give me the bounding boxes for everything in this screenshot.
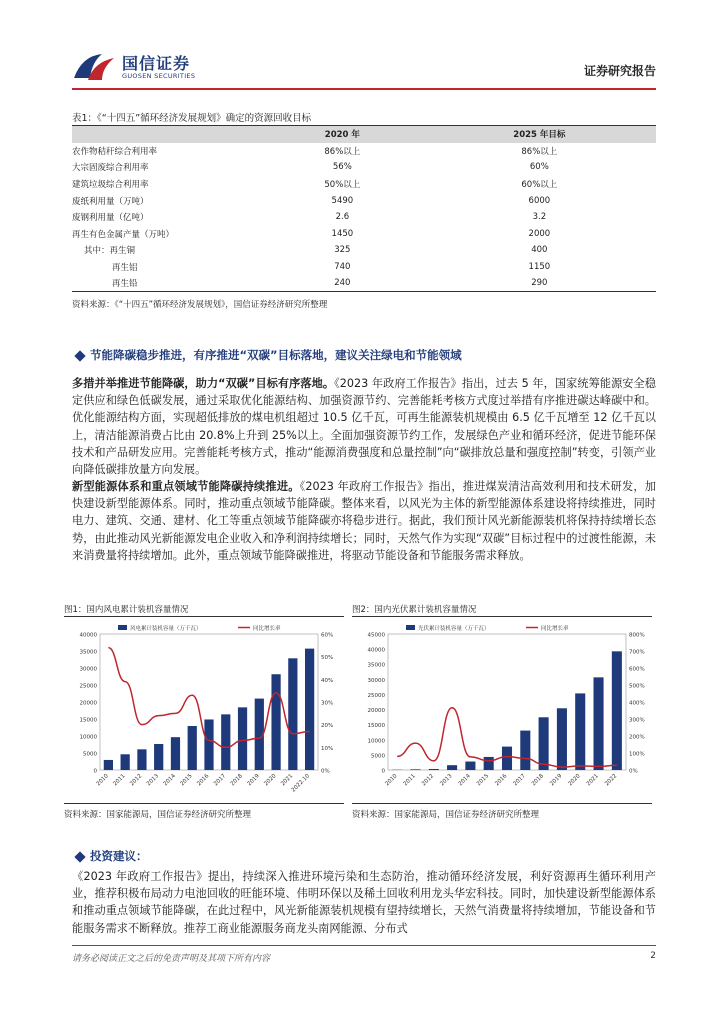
legend-bar-label: 光伏累计装机容量（万千瓦） (418, 626, 490, 632)
section-title: 节能降碳稳步推进，有序推进“双碳”目标落地，建议关注绿电和节能领域 (90, 348, 462, 362)
bar (305, 649, 314, 770)
bar (429, 769, 439, 770)
x-tick-label: 2016 (196, 773, 211, 788)
y-left-tick-label: 20000 (79, 700, 97, 707)
figure-2-rule (352, 616, 652, 617)
bar (288, 658, 297, 770)
y-left-tick-label: 30000 (79, 666, 97, 673)
row-label: 农作物秸秆综合利用率 (72, 146, 158, 157)
figure-2-title: 图2：国内光伏累计装机容量情况 (352, 605, 477, 615)
value-2020: 240 (262, 275, 423, 292)
value-2025: 6000 (528, 195, 551, 206)
bar (238, 707, 247, 770)
x-tick-label: 2012 (129, 773, 144, 788)
row-label: 再生铅 (72, 275, 262, 292)
x-tick-label: 2013 (439, 773, 454, 788)
table-row (72, 176, 656, 193)
paragraph-body: 《2023 年政府工作报告》指出，过去 5 年，国家统筹能源安全稳定供应和绿色低碳发展，通过采取优化能源结构、加强资源节约、完善能耗考核方式度过举措有序推进碳达峰碳中和。优化能源结构方面，实现超低排放的煤电机组超过 10.5 亿千瓦，可再生能源装机规模由 6.5 亿千瓦增至 12 亿千瓦以上，清洁能源消费占比由 20.8%上升到 25%以上。全面加强资源节约工作，发展绿色产业和循环经济，促进节能环保技术和产品研发应用。完善能耗考核方式，推动“能源消费强度和总量控制”向“碳排放总量和强度控制”转变，引领产业向降低碳排放量方向发展。 (72, 377, 656, 477)
value-2025: 1150 (528, 261, 551, 272)
y-right-tick-label: 700% (629, 649, 645, 656)
y-left-tick-label: 5000 (371, 753, 385, 760)
table-header-row (72, 126, 656, 143)
wind-capacity-chart (64, 620, 344, 800)
value-2020: 56% (332, 162, 352, 173)
table-row (72, 192, 656, 209)
y-right-tick-label: 50% (321, 655, 334, 662)
bar (121, 754, 130, 770)
y-left-tick-label: 0 (381, 768, 385, 775)
x-tick-label: 2021 (585, 773, 600, 788)
bar (502, 747, 512, 770)
y-right-tick-label: 40% (321, 677, 334, 684)
logo-text-cn: 国信证券 (122, 54, 191, 73)
section-bullet-icon (74, 350, 85, 361)
y-left-tick-label: 15000 (367, 723, 385, 730)
y-right-tick-label: 800% (629, 632, 645, 639)
bar (484, 757, 494, 770)
y-right-tick-label: 20% (321, 723, 334, 730)
x-tick-label: 2014 (457, 773, 472, 788)
table-row (72, 259, 656, 276)
bar (154, 744, 163, 770)
x-tick-label: 2020 (263, 773, 278, 788)
paragraph-1 (72, 375, 656, 478)
paragraph-lead: 多措并举推进节能降碳，助力“双碳”目标有序落地。 (72, 377, 335, 390)
legend-line-label: 同比增长率 (253, 626, 281, 632)
y-left-tick-label: 25000 (367, 692, 385, 699)
y-right-tick-label: 30% (321, 700, 334, 707)
report-type-label: 证券研究报告 (583, 64, 656, 78)
x-tick-label: 2012 (421, 773, 436, 788)
x-tick-label: 2018 (229, 773, 244, 788)
x-tick-label: 2018 (530, 773, 546, 788)
logo-text-en: GUOSEN SECURITIES (122, 72, 196, 80)
table-row (72, 275, 656, 292)
table-title: 表1：《“十四五”循环经济发展规划》确定的资源回收目标 (72, 113, 312, 124)
x-tick-label: 2021 (280, 773, 295, 788)
bar (575, 693, 585, 770)
y-left-tick-label: 40000 (367, 647, 385, 654)
y-right-tick-label: 60% (321, 632, 334, 639)
row-label: 建筑垃圾综合利用率 (72, 179, 149, 190)
value-2025: 290 (423, 275, 656, 292)
figure-1-bottom-rule (64, 803, 344, 804)
x-tick-label: 2014 (162, 773, 177, 788)
bar (221, 714, 230, 770)
table-header-cell (72, 126, 262, 143)
bar (410, 769, 420, 770)
footer-divider (72, 945, 656, 946)
bar (104, 760, 113, 770)
bar (271, 674, 280, 770)
y-right-tick-label: 400% (629, 700, 645, 707)
x-tick-label: 2016 (494, 773, 509, 788)
investment-paragraph: 《2023 年政府工作报告》提出，持续深入推进环境污染和生态防治，推动循环经济发展，利好资源再生循环利用产业，推荐积极布局动力电池回收的旺能环境、伟明环保以及稀土回收利用龙头华宏科技。同时，加快建设新型能源体系和推动重点领域节能降碳，在此过程中，风光新能源装机规模有望持续增长，天然气消费量将持续增加，节能设备和节能服务需求不断释放。推荐工商业能源服务商龙头南网能源、分布式 (72, 870, 656, 935)
table-row (72, 159, 656, 176)
section-title: 投资建议： (90, 849, 148, 863)
value-2025: 86%以上 (521, 146, 558, 157)
value-2020: 1450 (331, 228, 354, 239)
row-label: 废钢利用量（亿吨） (72, 213, 149, 224)
legend-line-label: 同比增长率 (541, 626, 569, 632)
bar (465, 762, 475, 770)
x-tick-label: 2010 (384, 773, 399, 788)
paragraph-lead: 新型能源体系和重点领域节能降碳持续推进。 (72, 480, 300, 493)
table-row (72, 225, 656, 242)
bar (539, 717, 549, 770)
x-tick-label: 2019 (549, 773, 564, 788)
x-tick-label: 2011 (112, 773, 127, 788)
x-tick-label: 2015 (475, 773, 491, 788)
value-2025: 60%以上 (521, 179, 558, 190)
legend-bar-label: 风电累计装机容量（万千瓦） (130, 626, 202, 632)
header-divider (72, 88, 656, 90)
value-2020: 86%以上 (324, 146, 361, 157)
resource-recovery-table (72, 125, 656, 292)
footer-disclaimer: 请务必阅读正文之后的免责声明及其项下所有内容 (72, 954, 271, 964)
y-left-tick-label: 30000 (367, 677, 385, 684)
value-2020: 5490 (331, 195, 354, 206)
figure-2-source: 资料来源：国家能源局，国信证券经济研究所整理 (352, 810, 540, 820)
x-tick-label: 2013 (145, 773, 161, 788)
bar (612, 651, 622, 770)
table-row (72, 242, 656, 259)
bar (447, 765, 457, 770)
section-bullet-icon (74, 851, 85, 862)
figure-1-rule (64, 616, 344, 617)
bar (557, 708, 567, 770)
value-2020: 2.6 (335, 212, 350, 223)
legend-bar-swatch (406, 625, 415, 630)
y-left-tick-label: 15000 (79, 717, 97, 724)
x-tick-label: 2017 (512, 773, 527, 788)
bar (188, 726, 197, 770)
x-tick-label: 2011 (402, 773, 417, 788)
x-tick-label: 2019 (246, 773, 261, 788)
x-tick-label: 2010 (95, 773, 110, 788)
x-tick-label: 2015 (179, 773, 194, 788)
row-label: 再生铝 (112, 262, 138, 273)
y-left-tick-label: 45000 (367, 632, 385, 639)
paragraph-body: 《2023 年政府工作报告》指出，推进煤炭清洁高效利用和技术研发，加快建设新型能源体系。同时，推动重点领域节能降碳。整体来看，以风光为主体的新型能源体系建设将持续推进，同时电力、建筑、交通、建材、化工等重点领域节能降碳亦将稳步进行。据此，我们预计风光新能源装机将保持持续增长态势，由此推动风光新能源发电企业收入和净利润持续增长；同时，天然气作为实现“双碳”目标过程中的过渡性能源，未来消费量将持续增加。此外，重点领域节能降碳推进，将驱动节能设备和节能服务需求释放。 (72, 480, 656, 562)
y-left-tick-label: 35000 (367, 662, 385, 669)
x-tick-label: 2022.10 (290, 773, 312, 794)
y-left-tick-label: 35000 (79, 649, 97, 656)
y-right-tick-label: 200% (629, 734, 645, 741)
paragraph-2 (72, 478, 656, 564)
table-header-cell: 2020 年 (262, 126, 423, 143)
bar (171, 737, 180, 770)
row-label: 其中：再生铜 (84, 246, 136, 257)
value-2025: 400 (531, 245, 548, 256)
figure-2-bottom-rule (352, 803, 652, 804)
y-right-tick-label: 300% (629, 717, 645, 724)
page-number: 2 (650, 951, 656, 961)
bar (204, 719, 213, 770)
x-tick-label: 2022 (604, 773, 619, 788)
legend-bar-swatch (118, 625, 127, 630)
y-left-tick-label: 10000 (79, 734, 97, 741)
y-right-tick-label: 600% (629, 666, 645, 673)
y-left-tick-label: 10000 (367, 738, 385, 745)
y-left-tick-label: 25000 (79, 683, 97, 690)
row-label: 废纸利用量（万吨） (72, 196, 149, 207)
bar (137, 749, 146, 770)
bar (520, 731, 530, 770)
y-right-tick-label: 0% (321, 768, 330, 775)
table-header-cell: 2025 年目标 (423, 126, 656, 143)
y-left-tick-label: 5000 (83, 751, 97, 758)
row-label: 大宗固废综合利用率 (72, 163, 149, 174)
value-2025: 3.2 (532, 212, 547, 223)
y-left-tick-label: 40000 (79, 632, 97, 639)
y-left-tick-label: 20000 (367, 708, 385, 715)
y-right-tick-label: 10% (321, 745, 334, 752)
y-right-tick-label: 100% (629, 751, 645, 758)
solar-capacity-chart (352, 620, 652, 800)
bar (594, 677, 604, 770)
x-tick-label: 2020 (567, 773, 582, 788)
y-right-tick-label: 0% (629, 768, 638, 775)
value-2020: 50%以上 (324, 179, 361, 190)
y-left-tick-label: 0 (93, 768, 97, 775)
x-tick-label: 2017 (213, 773, 228, 788)
table-row (72, 143, 656, 160)
guosen-logo-icon (72, 50, 116, 84)
table-source: 资料来源：《“十四五”循环经济发展规划》，国信证券经济研究所整理 (72, 300, 328, 310)
value-2020: 325 (334, 245, 351, 256)
y-right-tick-label: 500% (629, 683, 645, 690)
figure-1-title: 图1：国内风电累计装机容量情况 (64, 605, 189, 615)
figure-1-source: 资料来源：国家能源局，国信证券经济研究所整理 (64, 810, 252, 820)
value-2025: 60% (529, 162, 549, 173)
value-2025: 2000 (528, 228, 551, 239)
table-row (72, 209, 656, 226)
row-label: 再生有色金属产量（万吨） (72, 229, 175, 240)
value-2020: 740 (334, 261, 351, 272)
